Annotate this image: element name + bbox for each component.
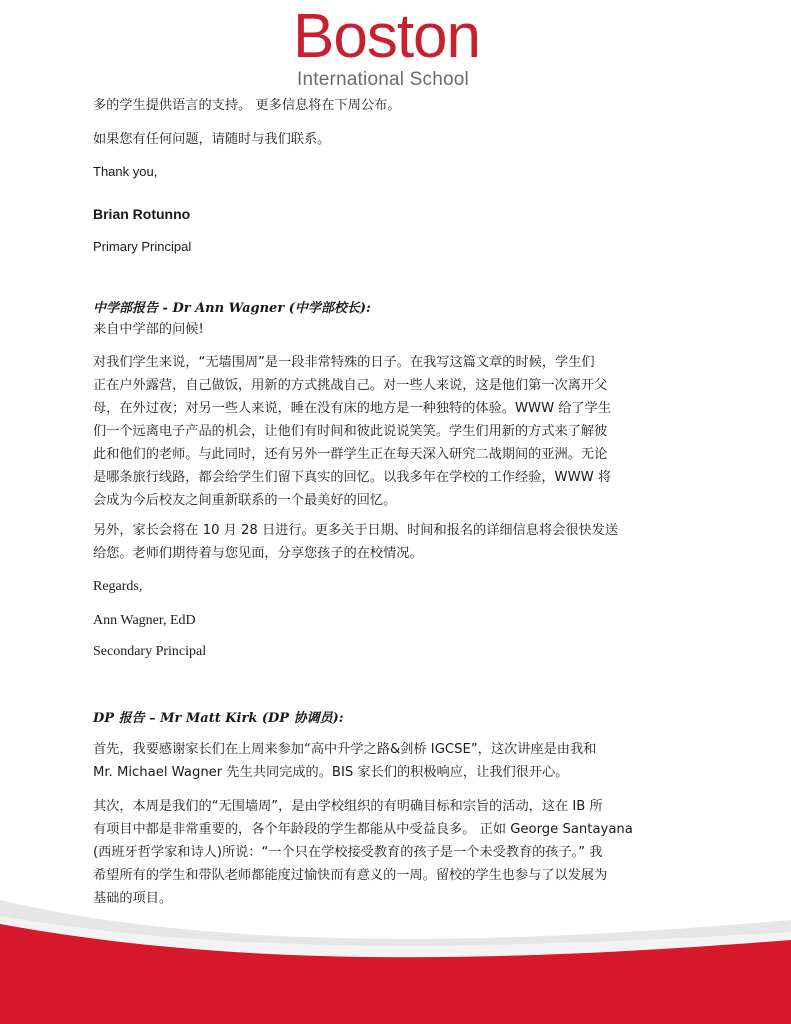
primary-signer-name: Brian Rotunno [93,206,191,222]
text-line: 有项目中都是非常重要的，各个年龄段的学生都能从中受益良多。 正如 George Santayana [93,822,633,837]
text-line: 基础的项目。 [93,891,173,906]
secondary-signer-title: Secondary Principal [93,644,207,659]
text-line: 另外，家长会将在 10 月 28 日进行。更多关于日期、时间和报名的详细信息将会很快发送 [93,523,619,538]
school-logo [0,0,791,92]
dp-paragraph-1 [93,738,701,784]
text-line: 其次，本周是我们的“无围墙周”，是由学校组织的有明确目标和宗旨的活动，这在 IB 所 [93,799,603,814]
logo-wordmark: Boston [293,2,481,71]
text-line: Mr. Michael Wagner 先生共同完成的。BIS 家长们的积极响应，让我们很开心。 [93,765,569,780]
primary-thanks: Thank you, [93,164,158,179]
text-line: 给您。老师们期待着与您见面，分享您孩子的在校情况。 [93,546,423,561]
primary-contact-line: 如果您有任何问题，请随时与我们联系。 [93,132,331,147]
text-line: 对我们学生来说，“无墙围周”是一段非常特殊的日子。在我写这篇文章的时候，学生们 [93,355,595,370]
secondary-regards: Regards, [93,579,143,594]
secondary-heading: 中学部报告 - Dr Ann Wagner (中学部校长): [93,301,371,316]
dp-heading: DP 报告 – Mr Matt Kirk (DP 协调员): [93,711,344,726]
text-line: (西班牙哲学家和诗人)所说：“一个只在学校接受教育的孩子是一个未受教育的孩子。” 我 [93,845,603,860]
text-line: 是哪条旅行线路，都会给学生们留下真实的回忆。以我多年在学校的工作经验，WWW 将 [93,470,612,485]
text-line: 会成为今后校友之间重新联系的一个最美好的回忆。 [93,493,397,508]
text-line: 们一个远离电子产品的机会，让他们有时间和彼此说说笑笑。学生们用新的方式来了解彼 [93,424,608,439]
primary-closing-line: 多的学生提供语言的支持。 更多信息将在下周公布。 [93,98,401,113]
text-line: 正在户外露营，自己做饭，用新的方式挑战自己。对一些人来说，这是他们第一次离开父 [93,378,608,393]
text-line: 首先，我要感谢家长们在上周来参加“高中升学之路&剑桥 IGCSE”，这次讲座是由我和 [93,742,597,757]
primary-signer-title: Primary Principal [93,239,192,254]
secondary-greeting: 来自中学部的问候! [93,322,204,337]
text-line: 希望所有的学生和带队老师都能度过愉快而有意义的一周。留校的学生也参与了以发展为 [93,868,608,883]
text-line: 此和他们的老师。与此同时，还有另外一群学生正在每天深入研究二战期间的亚洲。无论 [93,447,608,462]
secondary-paragraph-1 [93,351,701,512]
secondary-paragraph-2 [93,519,701,565]
text-line: 母，在外过夜；对另一些人来说，睡在没有床的地方是一种独特的体验。WWW 给了学生 [93,401,612,416]
secondary-signer-name: Ann Wagner, EdD [93,613,196,628]
logo-subtitle: International School [297,69,469,90]
footer-swoosh-band [0,880,791,1024]
